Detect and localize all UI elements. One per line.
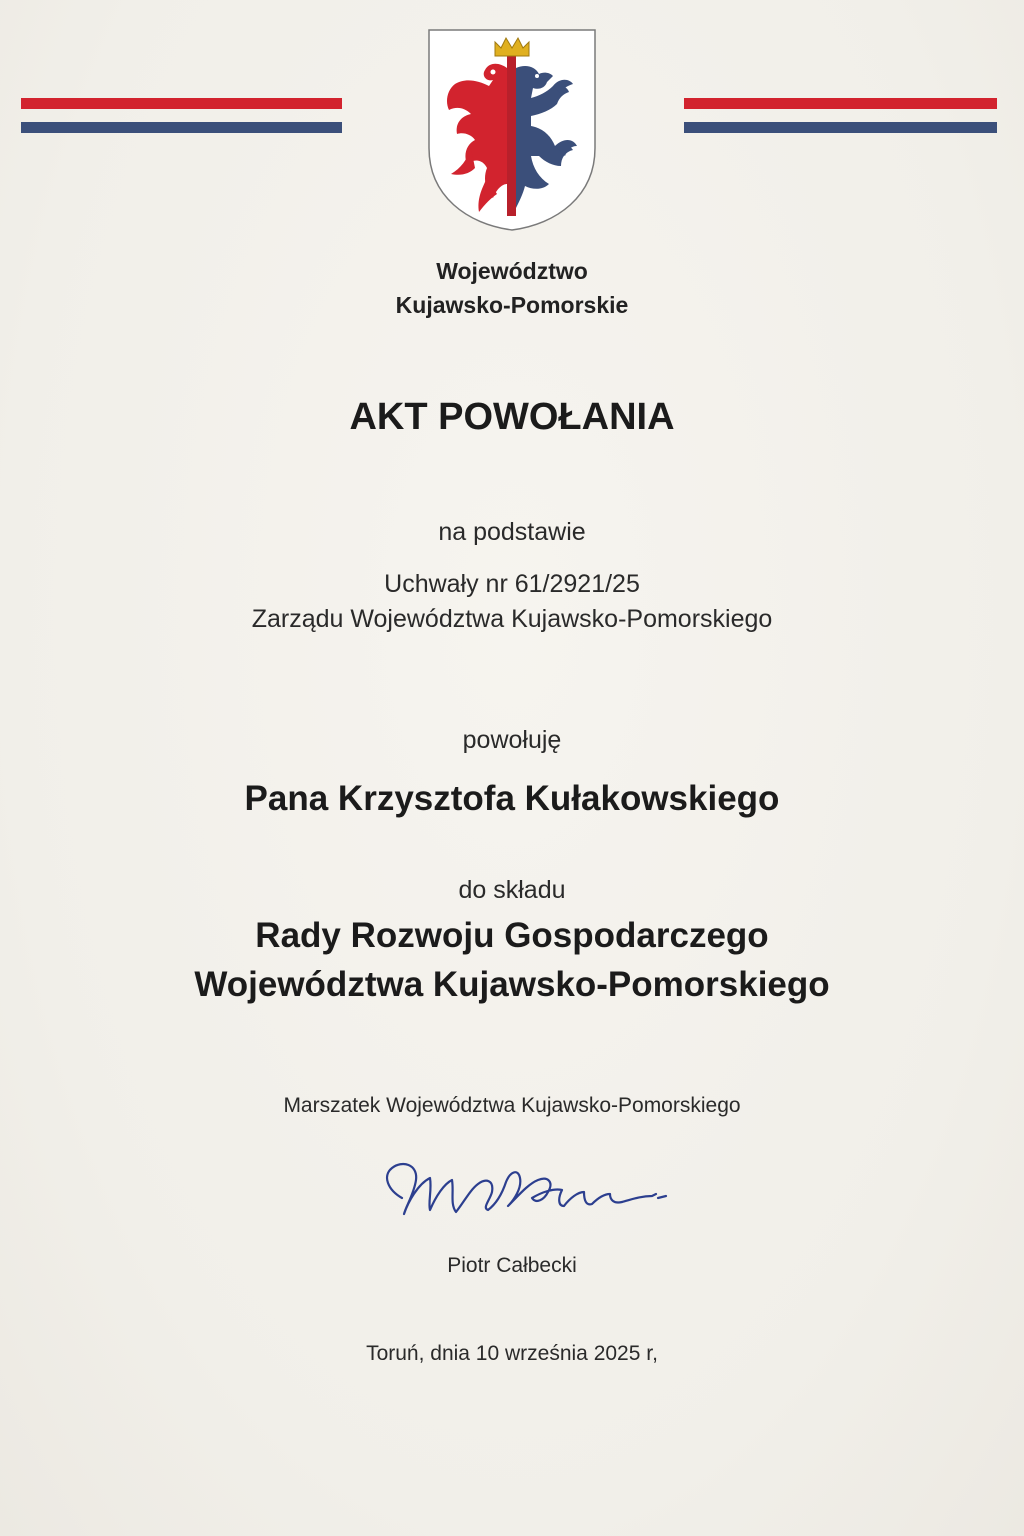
body-name-line1: Rady Rozwoju Gospodarczego (255, 916, 769, 955)
signatory-name: Piotr Całbecki (447, 1254, 577, 1277)
right-blue-stripe (684, 122, 997, 133)
region-name-line2: Kujawsko-Pomorskie (395, 292, 629, 318)
basis-intro: na podstawie (438, 518, 586, 546)
coat-of-arms-icon (427, 28, 597, 232)
appoint-verb: powołuję (462, 726, 562, 754)
resolution-issuer: Zarządu Województwa Kujawsko-Pomorskiego (251, 605, 773, 633)
signature-icon (378, 1150, 668, 1225)
resolution-number: Uchwały nr 61/2921/25 (384, 570, 640, 598)
body-name-line2: Województwa Kujawsko-Pomorskiego (194, 965, 830, 1004)
place-and-date: Toruń, dnia 10 września 2025 r, (366, 1342, 658, 1365)
right-red-stripe (684, 98, 997, 109)
left-red-stripe (21, 98, 342, 109)
appointee-name: Pana Krzysztofa Kułakowskiego (244, 779, 780, 818)
region-name-line1: Województwo (436, 258, 588, 284)
to-body-intro: do składu (458, 876, 566, 904)
signatory-role: Marszatek Województwa Kujawsko-Pomorskiego (283, 1094, 741, 1117)
left-blue-stripe (21, 122, 342, 133)
document-title: AKT POWOŁANIA (349, 396, 675, 438)
